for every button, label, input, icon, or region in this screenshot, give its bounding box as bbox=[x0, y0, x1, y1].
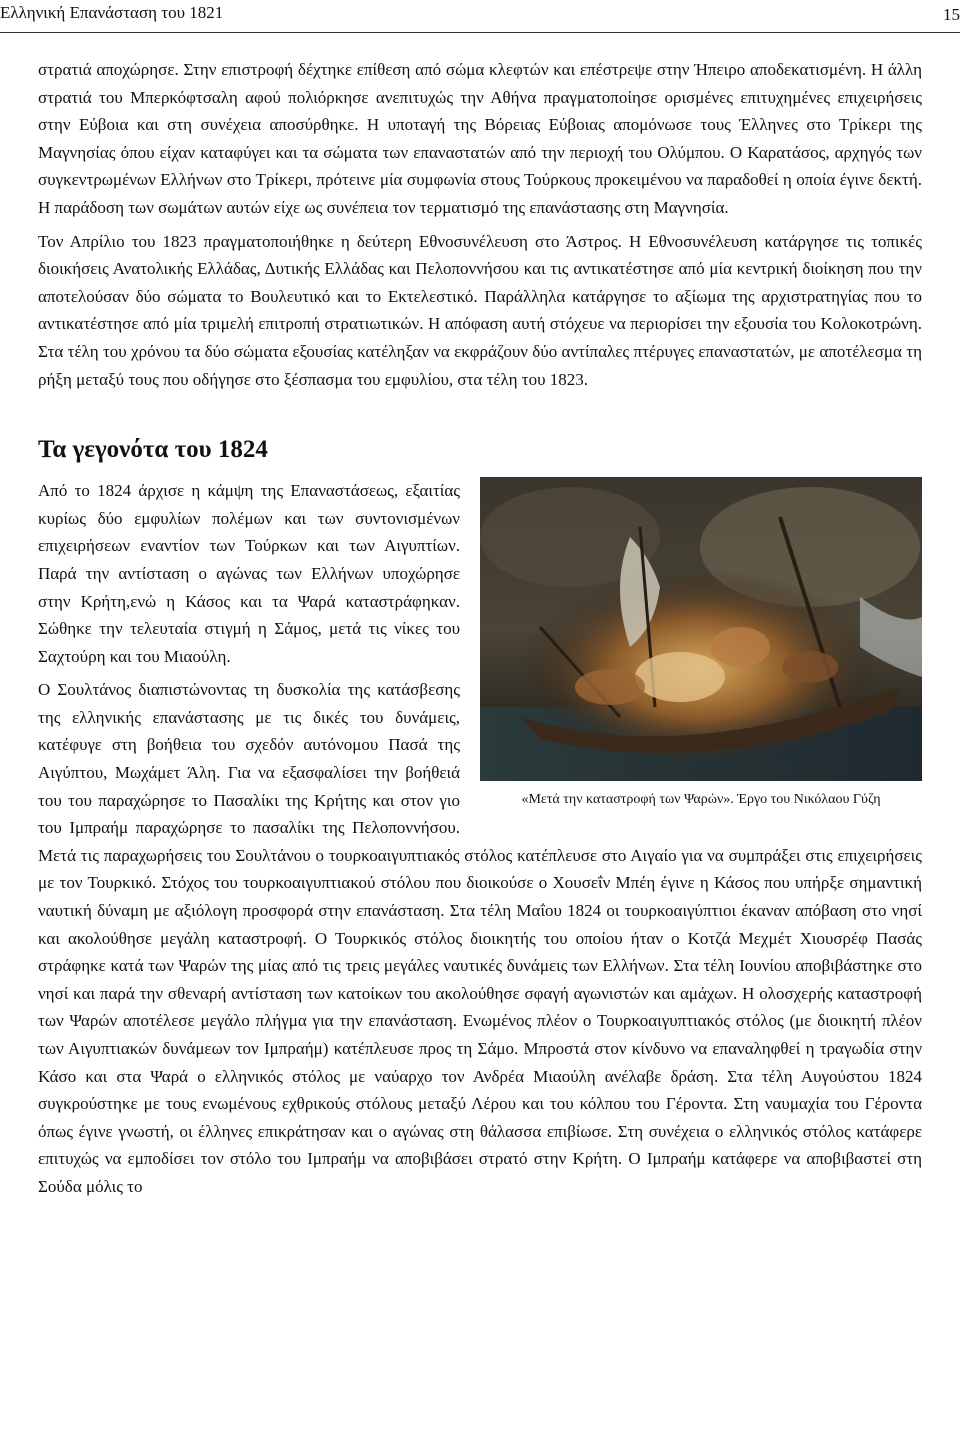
running-header bbox=[0, 0, 960, 34]
paragraph: στρατιά αποχώρησε. Στην επιστροφή δέχτηκε επίθεση από σώμα κλεφτών και επέστρεψε στην Ήπειρο αποδεκατισμένη. Η άλλη στρατιά του Μπερκόφτσαλη αφού πολιόρκησε ανεπιτυχώς την Αθήνα πραγματοποίησε ορισμένες επιτυχημένες επιχειρήσεις στην Εύβοια και στη συνέχεια αποσύρθηκε. Η υποταγή της Βόρειας Εύβοιας απομόνωσε τους Έλληνες στο Τρίκερι της Μαγνησίας όπου είχαν καταφύγει και τα σώματα των επαναστατών από την περιοχή του Ολύμπου. Ο Καρατάσος, αρχηγός των συγκεντρωμένων Ελλήνων στο Τρίκερι, πρότεινε μία συμφωνία στους Τούρκους προκειμένου να παραδοθεί η οποία έγινε δεκτή. Η παράδοση των σωμάτων αυτών είχε ως συνέπεια τον τερματισμό της επανάστασης στη Μαγνησία. bbox=[38, 60, 922, 217]
book-title: Ελληνική Επανάσταση του 1821 bbox=[0, 3, 224, 22]
header-divider bbox=[0, 32, 960, 33]
paragraph: Τον Απρίλιο του 1823 πραγματοποιήθηκε η δεύτερη Εθνοσυνέλευση στο Άστρος. Η Εθνοσυνέλευση κατάργησε τις τοπικές διοικήσεις Ανατολικής Ελλάδας, Δυτικής Ελλάδας και Πελοποννήσου και τις αντικατέστησε από μία κεντρική διοίκηση που την αποτελούσαν δύο σώματα το Βουλευτικό και το Εκτελεστικό. Παράλληλα κατάργησε το αξίωμα της αρχιστρατηγίας που το αντικατέστησε από μία τριμελή επιτροπή στρατιωτικών. Η απόφαση αυτή στόχευε να περιορίσει την εξουσία του Κολοκοτρώνη. Στα τέλη του χρόνου τα δύο σώματα εξουσίας κατέληξαν να εκφράζουν δύο αντίπαλες πτέρυγες επαναστατών, με αποτέλεσμα τη ρήξη μεταξύ τους που οδήγησε στο ξέσπασμα του εμφυλίου, στα τέλη του 1823. bbox=[38, 231, 922, 389]
painting-image bbox=[480, 477, 922, 781]
page-number: 15 bbox=[943, 5, 960, 24]
article-body bbox=[38, 56, 922, 1207]
figure-caption: «Μετά την καταστροφή των Ψαρών». Έργο του Νικόλαου Γύζη bbox=[521, 792, 881, 808]
figure bbox=[480, 477, 922, 809]
paragraph: Από το 1824 άρχισε η κάμψη της Επαναστάσεως, εξαιτίας κυρίως δύο εμφυλίων πολέμων και των συντονισμένων επιχειρήσεων εναντίον των Τούρκων και των Αιγυπτίων. Παρά την αντίσταση ο αγώνας των Ελλήνων υποχώρησε στην Κρήτη,ενώ η Κάσος και τα Ψαρά καταστράφηκαν. Σώθηκε την τελευταία στιγμή η Σάμος, μετά τις νίκες του Σαχτούρη και του Μιαούλη. bbox=[38, 481, 460, 666]
section-heading: Τα γεγονότα του 1824 bbox=[38, 436, 268, 464]
paragraph: Ο Σουλτάνος διαπιστώνοντας τη δυσκολία της κατάσβεσης της ελληνικής επανάστασης με τις δικές του δυνάμεις, κατέφυγε στη βοήθεια του σχεδόν αυτόνομου Πασά της Αιγύπτου, Μωχάμετ Άλη. Για να εξασφαλίσει την βοήθειά του του παραχώρησε το Πασαλίκι της Κρήτης και στον γιο του Ιμπραήμ παραχώρησε το πασαλίκι της Πελοποννήσου. Μετά τις παραχωρήσεις του Σουλτάνου ο τουρκοαιγυπτιακός στόλος κατέπλευσε στο Αιγαίο για να συμπράξει στις επιχειρήσεις με τον Τουρκικό. Στόχος του τουρκοαιγυπτιακού στόλου που διοικούσε ο Χουσεΐν Μπέη έγινε η Κάσος που υπήρξε σημαντική ναυτική δύναμη με αξιόλογη προσφορά στην επανάσταση. Στα τέλη Μαΐου 1824 οι τουρκοαιγύπτιοι έκαναν απόβαση στο νησί και ακολούθησε μεγάλη καταστροφή. Ο Τουρκικός στόλος διοικητής του οποίου ήταν ο Κοτζά Μεχμέτ Χιουσρέφ Πασάς στράφηκε κατά των Ψαρών της μίας από τις τρεις μεγάλες ναυτικές δυνάμεις των Ελλήνων. Στα τέλη Ιουνίου αποβιβάστηκε στο νησί και παρά την σθεναρή αντίσταση των κατοίκων του ακολούθησε σφαγή αγωνιστών και αμάχων. Η ολοσχερής καταστροφή των Ψαρών αποτέλεσε μεγάλο πλήγμα για την επανάσταση. Ενωμένος πλέον ο Τουρκοαιγυπτιακός στόλος (με διοικητή πλέον των Αιγυπτιακών δυνάμεων τον Ιμπραήμ) κατέπλευσε προς τη Σάμο. Μπροστά στον κίνδυνο να επαναληφθεί η τραγωδία στην Κάσο και στα Ψαρά ο ελληνικός στόλος με ναύαρχο τον Ανδρέα Μιαούλη ανέλαβε δράση. Στα τέλη Αυγούστου 1824 συγκρούστηκε με τους ενωμένους εχθρικούς στόλους μεταξύ Λέρου και του κόλπου του Γέροντα. Στη ναυμαχία του Γέροντα όπως έγινε γνωστή, οι έλληνες επικράτησαν και ο αγώνας στη θάλασσα επιβίωσε. Στη συνέχεια ο ελληνικός στόλος κατάφερε επιτυχώς να εμποδίσει τον στόλο του Ιμπραήμ να αποβιβάσει στρατό στην Κρήτη. Ο Ιμπραήμ κατάφερε να αποβιβαστεί στη Σούδα μόλις το bbox=[38, 680, 922, 1196]
